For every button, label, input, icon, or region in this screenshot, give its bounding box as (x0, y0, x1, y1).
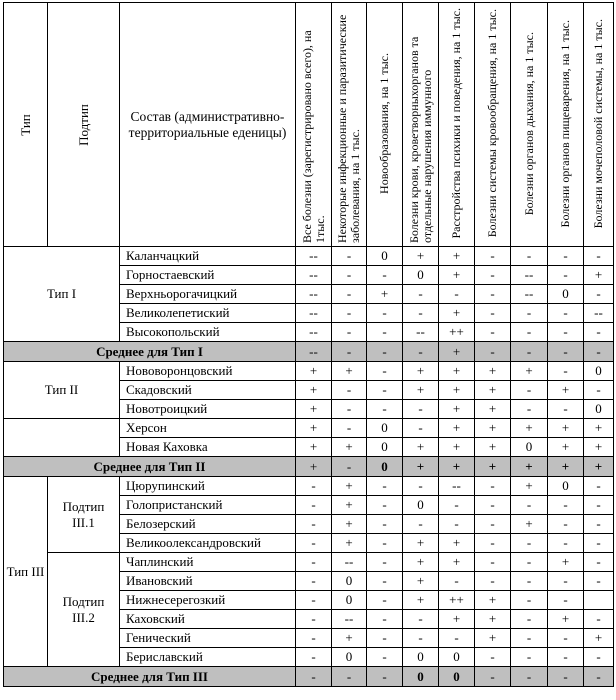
metric-cell: - (367, 323, 403, 342)
average-cell: + (584, 457, 614, 477)
metric-cell: - (439, 515, 475, 534)
metric-cell: + (475, 438, 511, 457)
metric-cell: -- (332, 553, 367, 572)
metric-cell: - (584, 381, 614, 400)
district-name: Высокопольский (120, 323, 296, 342)
metric-cell: - (584, 477, 614, 496)
metric-cell: - (511, 553, 548, 572)
average-cell: - (332, 342, 367, 362)
metric-cell: - (403, 629, 439, 648)
metric-cell: - (403, 400, 439, 419)
metric-cell: + (403, 572, 439, 591)
district-name: Новая Каховка (120, 438, 296, 457)
metric-cell: - (332, 285, 367, 304)
metric-cell: + (548, 419, 584, 438)
metric-cell: - (332, 266, 367, 285)
metric-cell: - (367, 610, 403, 629)
morbidity-table (3, 2, 614, 687)
metric-cell: - (548, 629, 584, 648)
header-metric: Болезни крови, кроветворныхорганов та отдельные нарушения иммунного (403, 3, 439, 247)
average-cell: - (475, 667, 511, 687)
metric-cell: -- (439, 477, 475, 496)
average-cell: - (475, 342, 511, 362)
metric-cell: - (548, 400, 584, 419)
metric-cell: + (332, 515, 367, 534)
metric-cell: + (475, 419, 511, 438)
district-name: Великоолександровский (120, 534, 296, 553)
average-cell: 0 (367, 457, 403, 477)
district-name: Генический (120, 629, 296, 648)
metric-cell: + (332, 438, 367, 457)
district-name: Ивановский (120, 572, 296, 591)
metric-cell: - (332, 247, 367, 266)
district-name: Бериславский (120, 648, 296, 667)
average-cell: + (511, 457, 548, 477)
metric-cell: + (548, 610, 584, 629)
metric-cell: - (548, 323, 584, 342)
header-metric: Болезни мочеполовой системы, на 1 тыс. (584, 3, 614, 247)
average-cell: + (548, 457, 584, 477)
table-row (4, 477, 614, 496)
district-name: Новотроицкий (120, 400, 296, 419)
average-cell: + (475, 457, 511, 477)
metric-cell: - (511, 629, 548, 648)
metric-cell: + (439, 400, 475, 419)
metric-cell: - (296, 515, 332, 534)
metric-cell: - (367, 629, 403, 648)
header-subtype: Подтип (48, 3, 120, 247)
metric-cell: - (475, 477, 511, 496)
header-metric: Болезни органов пищеварения, на 1 тыс. (548, 3, 584, 247)
average-cell: 0 (439, 667, 475, 687)
metric-cell: -- (296, 304, 332, 323)
metric-cell: -- (296, 266, 332, 285)
metric-cell: + (584, 629, 614, 648)
average-cell: - (584, 342, 614, 362)
metric-cell: - (511, 591, 548, 610)
metric-cell: - (332, 400, 367, 419)
metric-cell: - (511, 247, 548, 266)
district-name: Нижнесерегозкий (120, 591, 296, 610)
metric-cell: - (439, 572, 475, 591)
average-cell: - (584, 667, 614, 687)
metric-cell: + (584, 419, 614, 438)
average-cell: - (367, 342, 403, 362)
metric-cell: - (511, 400, 548, 419)
metric-cell: - (296, 648, 332, 667)
header-metric: Все болезни (зарегистрировано всего), на 1тыс. (296, 3, 332, 247)
average-cell: + (296, 457, 332, 477)
metric-cell: - (584, 515, 614, 534)
metric-cell: - (511, 648, 548, 667)
metric-cell: - (296, 477, 332, 496)
table-row (4, 419, 614, 438)
metric-cell: 0 (403, 648, 439, 667)
metric-cell: - (475, 266, 511, 285)
district-name: Каланчацкий (120, 247, 296, 266)
district-name: Цюрупинский (120, 477, 296, 496)
metric-cell: - (403, 419, 439, 438)
metric-cell: -- (403, 323, 439, 342)
metric-cell: - (511, 323, 548, 342)
metric-cell: 0 (584, 400, 614, 419)
metric-cell: - (548, 534, 584, 553)
metric-cell: + (403, 381, 439, 400)
header-metric: Болезни органов дыхания, на 1 тыс. (511, 3, 548, 247)
header-metric: Расстройства психики и поведения, на 1 тыс. (439, 3, 475, 247)
average-cell: 0 (403, 667, 439, 687)
header-type: Тип (4, 3, 48, 247)
average-cell: - (548, 667, 584, 687)
header-metric: Новообразования, на 1 тыс. (367, 3, 403, 247)
metric-cell: - (475, 534, 511, 553)
metric-cell: + (296, 419, 332, 438)
metric-cell: + (439, 304, 475, 323)
metric-cell: + (332, 629, 367, 648)
metric-cell: + (403, 438, 439, 457)
metric-cell: 0 (584, 362, 614, 381)
metric-cell: + (439, 381, 475, 400)
metric-cell: - (296, 629, 332, 648)
metric-cell: - (475, 648, 511, 667)
subtype-cell: Подтип III.1 (48, 477, 120, 553)
metric-cell: - (367, 515, 403, 534)
metric-cell: + (475, 381, 511, 400)
metric-cell: - (403, 515, 439, 534)
metric-cell: + (403, 247, 439, 266)
average-label: Среднее для Тип II (4, 457, 296, 477)
average-cell: + (439, 457, 475, 477)
metric-cell: + (403, 534, 439, 553)
metric-cell: + (584, 438, 614, 457)
metric-cell: 0 (439, 648, 475, 667)
metric-cell: 0 (367, 247, 403, 266)
metric-cell: - (511, 381, 548, 400)
metric-cell: - (403, 304, 439, 323)
metric-cell: 0 (367, 419, 403, 438)
metric-cell: - (367, 304, 403, 323)
metric-cell: + (403, 591, 439, 610)
metric-cell: + (296, 381, 332, 400)
average-row (4, 667, 614, 687)
metric-cell: - (332, 419, 367, 438)
metric-cell: 0 (332, 572, 367, 591)
metric-cell: - (403, 610, 439, 629)
table-row (4, 362, 614, 381)
metric-cell: + (475, 400, 511, 419)
metric-cell: - (332, 323, 367, 342)
metric-cell: - (511, 610, 548, 629)
metric-cell: + (367, 285, 403, 304)
metric-cell: + (548, 553, 584, 572)
district-name: Чаплинский (120, 553, 296, 572)
metric-cell: - (475, 247, 511, 266)
average-label: Среднее для Тип III (4, 667, 296, 687)
metric-cell: + (511, 362, 548, 381)
header-metric: Некоторые инфекционные и паразитические заболевания, на 1 тыс. (332, 3, 367, 247)
metric-cell: + (475, 591, 511, 610)
metric-cell: -- (511, 285, 548, 304)
metric-cell: - (403, 477, 439, 496)
metric-cell: - (584, 323, 614, 342)
district-name: Белозерский (120, 515, 296, 534)
district-name: Херсон (120, 419, 296, 438)
metric-cell: 0 (332, 648, 367, 667)
metric-cell: - (296, 591, 332, 610)
metric-cell: + (511, 419, 548, 438)
metric-cell: 0 (548, 285, 584, 304)
average-cell: - (296, 667, 332, 687)
metric-cell: - (511, 496, 548, 515)
metric-cell: - (511, 572, 548, 591)
average-cell: + (439, 342, 475, 362)
average-label: Среднее для Тип I (4, 342, 296, 362)
metric-cell: + (439, 610, 475, 629)
average-row (4, 342, 614, 362)
metric-cell: + (403, 553, 439, 572)
metric-cell: - (439, 285, 475, 304)
metric-cell: - (367, 400, 403, 419)
header-row (4, 3, 614, 247)
metric-cell: + (439, 419, 475, 438)
metric-cell: - (296, 553, 332, 572)
metric-cell: - (548, 572, 584, 591)
metric-cell: - (403, 285, 439, 304)
metric-cell: + (296, 438, 332, 457)
average-cell: - (367, 667, 403, 687)
metric-cell: + (439, 553, 475, 572)
metric-cell: 0 (548, 477, 584, 496)
table-row (4, 247, 614, 266)
metric-cell: -- (296, 285, 332, 304)
metric-cell: + (548, 438, 584, 457)
average-cell: - (403, 342, 439, 362)
metric-cell (584, 591, 614, 610)
metric-cell: - (584, 572, 614, 591)
average-row (4, 457, 614, 477)
metric-cell: 0 (332, 591, 367, 610)
metric-cell: - (296, 534, 332, 553)
metric-cell: -- (584, 304, 614, 323)
metric-cell: + (439, 266, 475, 285)
metric-cell: - (332, 304, 367, 323)
metric-cell: - (548, 648, 584, 667)
metric-cell: - (511, 304, 548, 323)
metric-cell: -- (511, 266, 548, 285)
metric-cell: - (367, 648, 403, 667)
metric-cell: + (332, 477, 367, 496)
metric-cell: - (367, 381, 403, 400)
district-name: Каховский (120, 610, 296, 629)
metric-cell: + (511, 515, 548, 534)
metric-cell: + (332, 534, 367, 553)
type-cell-empty (4, 419, 120, 457)
metric-cell: - (475, 515, 511, 534)
metric-cell: - (475, 285, 511, 304)
metric-cell: - (296, 572, 332, 591)
district-name: Нововоронцовский (120, 362, 296, 381)
metric-cell: - (548, 515, 584, 534)
metric-cell: - (584, 534, 614, 553)
metric-cell: + (475, 629, 511, 648)
metric-cell: + (296, 362, 332, 381)
metric-cell: - (367, 477, 403, 496)
metric-cell: + (511, 477, 548, 496)
metric-cell: - (548, 496, 584, 515)
metric-cell: - (439, 496, 475, 515)
metric-cell: + (439, 438, 475, 457)
average-cell: - (511, 342, 548, 362)
metric-cell: - (332, 381, 367, 400)
average-cell: - (511, 667, 548, 687)
metric-cell: + (439, 247, 475, 266)
district-name: Великолепетиский (120, 304, 296, 323)
average-cell: - (332, 667, 367, 687)
metric-cell: ++ (439, 591, 475, 610)
metric-cell: - (548, 362, 584, 381)
metric-cell: 0 (367, 438, 403, 457)
average-cell: + (403, 457, 439, 477)
metric-cell: - (548, 247, 584, 266)
average-cell: - (548, 342, 584, 362)
metric-cell: - (511, 534, 548, 553)
header-composition: Состав (административно-территориальные еденицы) (120, 3, 296, 247)
metric-cell: + (403, 362, 439, 381)
metric-cell: - (548, 266, 584, 285)
metric-cell: - (367, 572, 403, 591)
metric-cell: + (548, 381, 584, 400)
metric-cell: - (296, 610, 332, 629)
average-cell: -- (296, 342, 332, 362)
metric-cell: - (548, 591, 584, 610)
metric-cell: - (439, 629, 475, 648)
district-name: Верхньорогачицкий (120, 285, 296, 304)
metric-cell: 0 (403, 496, 439, 515)
metric-cell: - (296, 496, 332, 515)
district-name: Голопристанский (120, 496, 296, 515)
district-name: Горностаевский (120, 266, 296, 285)
metric-cell: + (475, 610, 511, 629)
header-metric: Болезни системы кровообращения, на 1 тыс. (475, 3, 511, 247)
metric-cell: -- (296, 247, 332, 266)
metric-cell: - (584, 247, 614, 266)
metric-cell: + (439, 534, 475, 553)
metric-cell: -- (332, 610, 367, 629)
metric-cell: - (475, 304, 511, 323)
type-cell: Тип I (4, 247, 120, 342)
metric-cell: + (584, 266, 614, 285)
metric-cell: 0 (511, 438, 548, 457)
metric-cell: -- (296, 323, 332, 342)
metric-cell: - (584, 648, 614, 667)
metric-cell: + (475, 362, 511, 381)
metric-cell: - (367, 362, 403, 381)
metric-cell: + (439, 362, 475, 381)
metric-cell: 0 (403, 266, 439, 285)
metric-cell: - (367, 553, 403, 572)
metric-cell: ++ (439, 323, 475, 342)
metric-cell: - (367, 591, 403, 610)
metric-cell: - (475, 553, 511, 572)
metric-cell: - (584, 610, 614, 629)
metric-cell: - (367, 266, 403, 285)
metric-cell: - (475, 572, 511, 591)
type-cell: Тип II (4, 362, 120, 419)
metric-cell: + (332, 496, 367, 515)
metric-cell: - (367, 496, 403, 515)
metric-cell: - (584, 496, 614, 515)
subtype-cell: Подтип III.2 (48, 553, 120, 667)
type-cell: Тип III (4, 477, 48, 667)
metric-cell: - (475, 323, 511, 342)
metric-cell: - (367, 534, 403, 553)
metric-cell: - (475, 496, 511, 515)
table-row (4, 553, 614, 572)
average-cell: - (332, 457, 367, 477)
district-name: Скадовский (120, 381, 296, 400)
metric-cell: + (332, 362, 367, 381)
metric-cell: + (296, 400, 332, 419)
metric-cell: - (584, 553, 614, 572)
metric-cell: - (548, 304, 584, 323)
metric-cell: - (584, 285, 614, 304)
